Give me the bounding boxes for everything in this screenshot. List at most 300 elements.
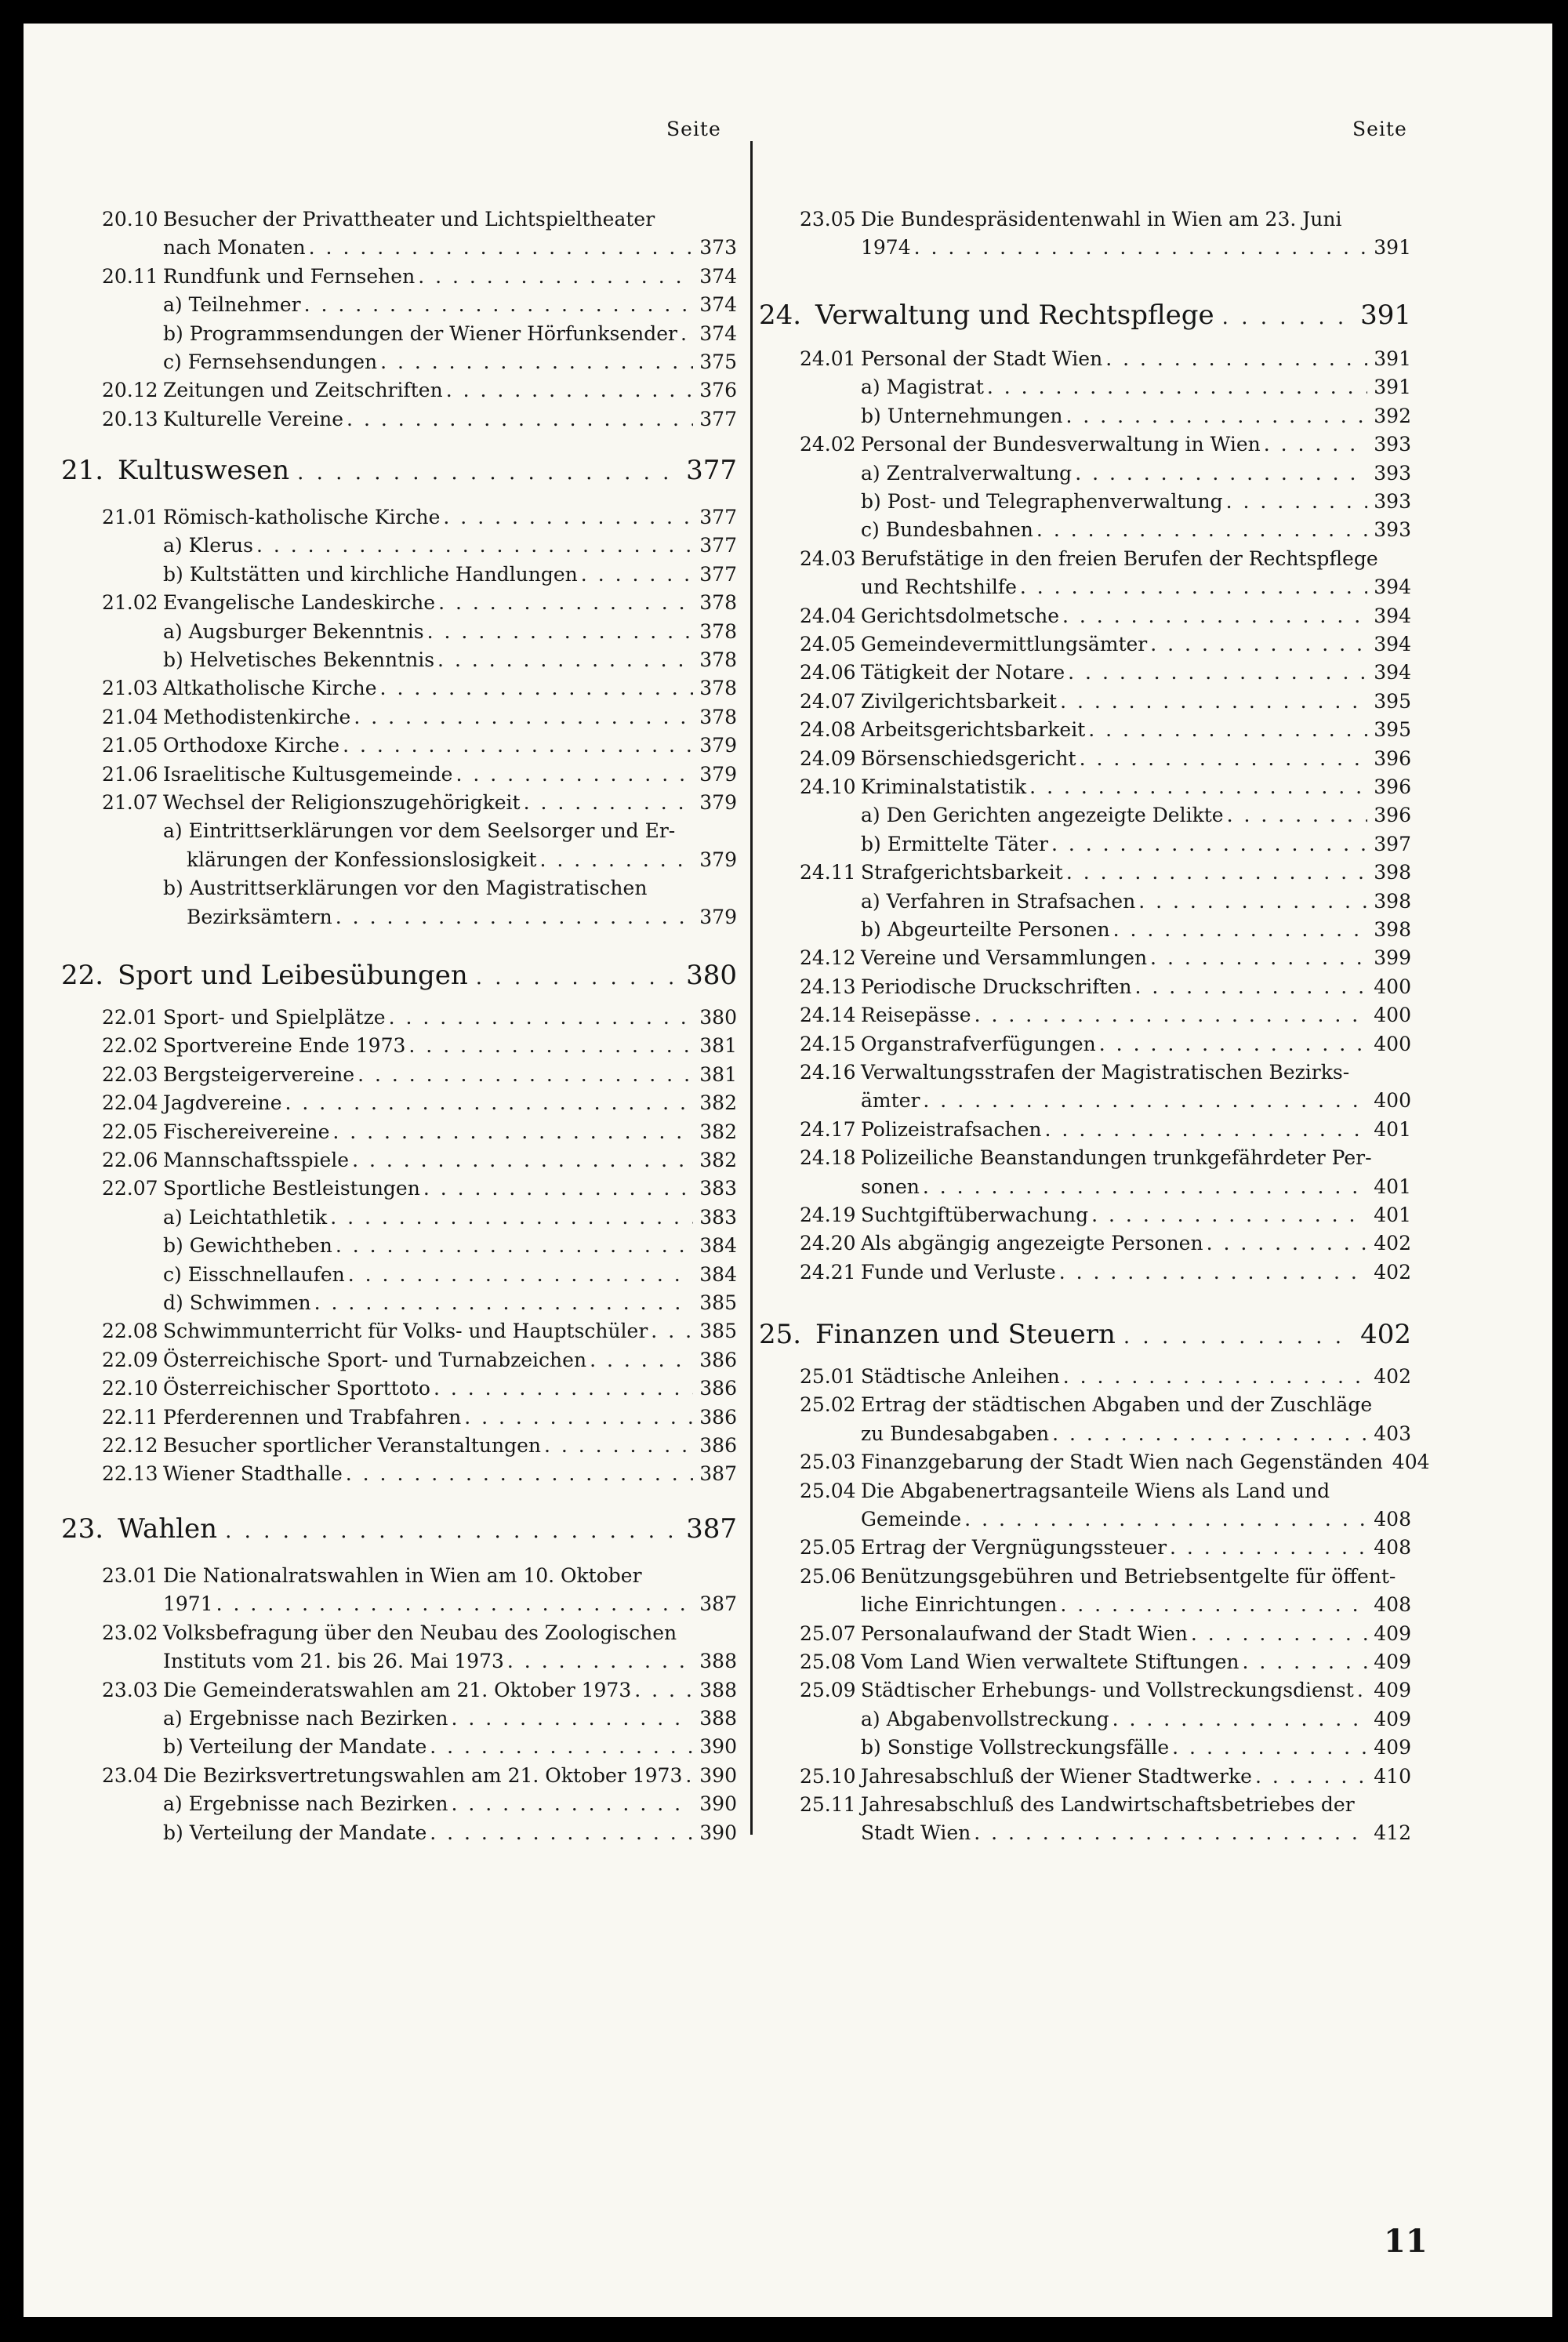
toc-entry [800, 1791, 1411, 1819]
entry-title: Jagdvereine [163, 1091, 282, 1115]
entry-page: 378 [699, 591, 737, 615]
leader-dots [285, 1089, 694, 1117]
entry-title: Ertrag der Vergnügungssteuer [861, 1536, 1167, 1560]
toc-entry [800, 1477, 1411, 1505]
leader-dots [1150, 630, 1367, 659]
toc-subentry [800, 888, 1411, 916]
entry-page: 383 [699, 1177, 737, 1200]
entry-title: Zeitungen und Zeitschriften [163, 379, 443, 402]
entry-title: Österreichische Sport- und Turnabzeichen [163, 1348, 587, 1371]
toc-entry [102, 1146, 737, 1175]
entry-page: 378 [699, 619, 737, 643]
entry-title: a) Ergebnisse nach Bezirken [163, 1792, 448, 1816]
entry-title: a) Augsburger Bekenntnis [163, 619, 424, 643]
entry-title: Orthodoxe Kirche [163, 734, 340, 757]
toc-entry-continuation [861, 573, 1411, 601]
entry-title: a) Den Gerichten angezeigte Delikte [861, 804, 1224, 827]
entry-title: b) Programmsendungen der Wiener Hörfunksender [163, 321, 677, 345]
leader-dots [1088, 716, 1367, 744]
entry-page: 397 [1374, 832, 1411, 855]
entry-number: 22.05 [102, 1120, 158, 1143]
toc-entry [800, 1363, 1411, 1391]
entry-number: 24.01 [800, 347, 856, 370]
entry-page: 409 [1374, 1707, 1411, 1730]
entry-title: Gerichtsdolmetsche [861, 604, 1060, 627]
entry-number: 23.02 [102, 1621, 158, 1644]
entry-title: Besucher sportlicher Veranstaltungen [163, 1434, 541, 1457]
entry-number: 25.06 [800, 1564, 856, 1588]
leader-dots [427, 618, 694, 646]
entry-title: Kriminalstatistik [861, 775, 1027, 798]
leader-dots [1191, 1620, 1367, 1648]
entry-continuation: klärungen der Konfessionslosigkeit [187, 848, 537, 871]
leader-dots [476, 960, 681, 995]
entry-title: Römisch-katholische Kirche [163, 506, 441, 528]
entry-page: 374 [699, 293, 737, 317]
toc-entry [800, 1116, 1411, 1144]
toc-entry [800, 1534, 1411, 1562]
leader-dots [507, 1647, 693, 1676]
entry-title: b) Abgeurteilte Personen [861, 918, 1110, 941]
toc-entry [102, 703, 737, 732]
entry-page: 400 [1374, 975, 1411, 998]
toc-subentry [800, 916, 1411, 944]
entry-title: Die Bundespräsidentenwahl in Wien am 23. Juni [861, 208, 1342, 231]
entry-number: 20.10 [102, 208, 158, 231]
entry-number: 24.02 [800, 433, 856, 456]
entry-number: 24.11 [800, 861, 856, 884]
entry-page: 382 [699, 1120, 737, 1143]
leader-dots [964, 1505, 1367, 1534]
entry-page: 390 [699, 1792, 737, 1816]
leader-dots [1060, 688, 1367, 716]
entry-number: 20.12 [102, 379, 158, 402]
toc-entry [800, 1201, 1411, 1229]
toc-entry [102, 761, 737, 789]
leader-dots [1020, 573, 1367, 601]
entry-continuation: nach Monaten [163, 236, 306, 260]
leader-dots [304, 291, 694, 319]
entry-title: c) Fernsehsendungen [163, 350, 378, 373]
toc-entry-continuation [187, 903, 737, 931]
entry-title: Israelitische Kultusgemeinde [163, 762, 453, 786]
entry-page: 381 [699, 1062, 737, 1086]
entry-page: 379 [699, 848, 737, 871]
entry-title: Sportliche Bestleistungen [163, 1177, 420, 1200]
toc-entry [800, 773, 1411, 801]
entry-title: b) Ermittelte Täter [861, 832, 1048, 855]
toc-entry-continuation [163, 1647, 737, 1676]
toc-entry [800, 1144, 1411, 1172]
leader-dots [1112, 1705, 1368, 1734]
toc-entry [800, 716, 1411, 744]
toc-subentry [800, 488, 1411, 516]
toc-entry [102, 1762, 737, 1790]
toc-entry-continuation [187, 846, 737, 874]
leader-dots [634, 1676, 693, 1705]
leader-dots [1068, 659, 1367, 687]
entry-title: Arbeitsgerichtsbarkeit [861, 718, 1086, 742]
toc-subentry [800, 1705, 1411, 1734]
toc-entry [800, 630, 1411, 659]
entry-page: 391 [1374, 347, 1411, 370]
toc-entry [102, 1317, 737, 1345]
entry-title: Personal der Bundesverwaltung in Wien [861, 433, 1261, 456]
entry-title: b) Sonstige Vollstreckungsfälle [861, 1736, 1170, 1759]
entry-title: Finanzgebarung der Stadt Wien nach Gegenständen [861, 1451, 1383, 1474]
leader-dots [1123, 1320, 1356, 1354]
leader-dots [1227, 801, 1368, 830]
entry-title: Wechsel der Religionszugehörigkeit [163, 791, 521, 814]
section-page: 387 [686, 1513, 737, 1545]
leader-dots [418, 263, 693, 291]
entry-title: Wiener Stadthalle [163, 1462, 343, 1486]
entry-title: a) Klerus [163, 534, 253, 557]
leader-dots [438, 589, 693, 617]
entry-title: c) Eisschnellaufen [163, 1262, 345, 1286]
leader-dots [1036, 516, 1367, 544]
toc-entry [102, 732, 737, 760]
entry-title: Methodistenkirche [163, 705, 351, 728]
entry-continuation: Instituts vom 21. bis 26. Mai 1973 [163, 1650, 504, 1673]
entry-page: 398 [1374, 889, 1411, 913]
entry-page: 393 [1374, 461, 1411, 485]
section-number: 22. [61, 960, 104, 991]
leader-dots [225, 1514, 681, 1549]
entry-page: 392 [1374, 404, 1411, 427]
entry-page: 402 [1374, 1260, 1411, 1284]
entry-title: a) Abgabenvollstreckung [861, 1707, 1109, 1730]
entry-number: 23.05 [800, 208, 856, 231]
entry-number: 24.10 [800, 775, 856, 798]
entry-title: Sportvereine Ende 1973 [163, 1034, 406, 1058]
entry-page: 374 [699, 321, 737, 345]
entry-number: 25.10 [800, 1764, 856, 1788]
leader-dots [309, 234, 694, 262]
entry-number: 21.06 [102, 762, 158, 786]
toc-subentry [102, 1204, 737, 1232]
entry-page: 390 [699, 1821, 737, 1844]
entry-title: b) Unternehmungen [861, 404, 1063, 427]
leader-dots [352, 1146, 693, 1175]
entry-number: 23.03 [102, 1678, 158, 1701]
toc-entry-continuation [861, 1505, 1411, 1534]
entry-number: 24.08 [800, 718, 856, 742]
entry-page: 377 [699, 407, 737, 430]
toc-subentry [102, 618, 737, 646]
leader-dots [216, 1590, 694, 1618]
entry-page: 394 [1374, 633, 1411, 655]
leader-dots [336, 903, 694, 931]
toc-entry [102, 1175, 737, 1203]
leader-dots [1357, 1676, 1367, 1705]
leader-dots [452, 1790, 694, 1818]
entry-number: 24.18 [800, 1146, 856, 1170]
leader-dots [1052, 1420, 1367, 1448]
entry-page: 375 [699, 350, 737, 373]
entry-title: Personal der Stadt Wien [861, 347, 1103, 370]
entry-number: 21.07 [102, 791, 158, 814]
toc-entry [800, 1030, 1411, 1058]
entry-page: 378 [699, 677, 737, 700]
section-number: 24. [759, 300, 802, 331]
leader-dots [539, 846, 693, 874]
toc-subentry [102, 291, 737, 319]
toc-entry [102, 1403, 737, 1432]
entry-number: 24.03 [800, 546, 856, 570]
entry-title: a) Eintrittserklärungen vor dem Seelsorger und Er- [163, 819, 676, 843]
entry-number: 22.02 [102, 1034, 158, 1058]
entry-page: 412 [1374, 1821, 1411, 1845]
entry-title: Personalaufwand der Stadt Wien [861, 1621, 1188, 1645]
leader-dots [343, 732, 693, 760]
toc-entry [102, 1118, 737, 1146]
toc-entry-continuation [861, 1173, 1411, 1201]
toc-entry [800, 430, 1411, 459]
leader-dots [446, 376, 694, 405]
entry-title: b) Post- und Telegraphenverwaltung [861, 490, 1223, 513]
section-heading [759, 1317, 1411, 1354]
toc-subentry [800, 801, 1411, 830]
toc-entry-continuation [861, 1087, 1411, 1115]
entry-page: 388 [699, 1707, 737, 1730]
section-heading [759, 298, 1411, 335]
leader-dots [443, 503, 693, 532]
seite-label-left: Seite [666, 118, 721, 140]
entry-number: 22.06 [102, 1149, 158, 1171]
entry-title: Sport- und Spielplätze [163, 1006, 386, 1029]
toc-entry-continuation [861, 1591, 1411, 1619]
leader-dots [1264, 430, 1368, 459]
leader-dots [380, 674, 694, 703]
toc-subentry [800, 516, 1411, 544]
toc-entry [102, 376, 737, 405]
entry-page: 377 [699, 506, 737, 528]
toc-subentry [800, 1734, 1411, 1762]
entry-title: Jahresabschluß des Landwirtschaftsbetriebes der [861, 1793, 1355, 1816]
section-heading [61, 453, 737, 490]
entry-page: 401 [1374, 1204, 1411, 1226]
entry-title: Suchtgiftüberwachung [861, 1204, 1089, 1226]
leader-dots [1170, 1534, 1367, 1562]
leader-dots [452, 1705, 694, 1733]
entry-title: Rundfunk und Fernsehen [163, 264, 416, 288]
leader-dots [544, 1432, 693, 1460]
entry-title: Altkatholische Kirche [163, 677, 377, 700]
entry-number: 24.07 [800, 689, 856, 713]
section-title: Finanzen und Steuern [815, 1319, 1116, 1350]
toc-entry [800, 1001, 1411, 1029]
entry-number: 21.01 [102, 506, 158, 528]
entry-title: a) Leichtathletik [163, 1205, 328, 1229]
toc-entry [800, 345, 1411, 373]
entry-number: 22.10 [102, 1377, 158, 1400]
entry-title: d) Schwimmen [163, 1291, 311, 1314]
entry-page: 394 [1374, 661, 1411, 684]
entry-page: 393 [1374, 490, 1411, 513]
entry-number: 24.19 [800, 1204, 856, 1226]
leader-dots [1051, 830, 1367, 859]
toc-entry [102, 1089, 737, 1117]
entry-title: b) Helvetisches Bekenntnis [163, 648, 435, 671]
entry-page: 410 [1374, 1764, 1411, 1788]
entry-page: 400 [1374, 1032, 1411, 1055]
entry-title: Städtische Anleihen [861, 1365, 1060, 1388]
entry-title: b) Verteilung der Mandate [163, 1821, 427, 1844]
leader-dots [1226, 488, 1368, 516]
toc-subentry [102, 320, 737, 348]
toc-entry [800, 859, 1411, 887]
entry-continuation: ämter [861, 1089, 920, 1113]
toc-entry [102, 405, 737, 434]
toc-entry [102, 589, 737, 617]
toc-subentry [102, 1705, 737, 1733]
entry-title: Funde und Verluste [861, 1260, 1056, 1284]
entry-title: Jahresabschluß der Wiener Stadtwerke [861, 1764, 1252, 1788]
leader-dots [1060, 1591, 1367, 1619]
leader-dots [347, 405, 693, 434]
leader-dots [464, 1403, 693, 1432]
leader-dots [1105, 345, 1367, 373]
entry-title: Zivilgerichtsbarkeit [861, 689, 1058, 713]
entry-title: Polizeiliche Beanstandungen trunkgefährdeter Per- [861, 1146, 1372, 1170]
entry-page: 398 [1374, 918, 1411, 941]
section-heading [61, 958, 737, 995]
toc-entry [102, 1676, 737, 1705]
leader-dots [354, 703, 693, 732]
toc-subentry [102, 348, 737, 376]
entry-page: 396 [1374, 804, 1411, 827]
entry-page: 382 [699, 1091, 737, 1115]
toc-subentry [102, 532, 737, 560]
entry-page: 387 [699, 1592, 737, 1616]
entry-number: 25.07 [800, 1621, 856, 1645]
leader-dots [336, 1232, 693, 1260]
toc-subentry [102, 1819, 737, 1847]
entry-title: Strafgerichtsbarkeit [861, 861, 1063, 884]
leader-dots [651, 1317, 693, 1345]
leader-dots [914, 234, 1368, 262]
entry-title: Polizeistrafsachen [861, 1117, 1042, 1141]
entry-number: 25.03 [800, 1451, 856, 1474]
leader-dots [1134, 973, 1367, 1001]
entry-number: 22.04 [102, 1091, 158, 1115]
entry-number: 25.08 [800, 1650, 856, 1673]
leader-dots [1059, 1258, 1368, 1287]
entry-page: 402 [1374, 1232, 1411, 1255]
entry-page: 387 [699, 1462, 737, 1486]
entry-page: 394 [1374, 604, 1411, 627]
toc-entry [102, 1432, 737, 1460]
entry-page: 380 [699, 1006, 737, 1029]
entry-number: 24.12 [800, 946, 856, 970]
entry-page: 386 [699, 1405, 737, 1429]
entry-title: Verwaltungsstrafen der Magistratischen Bezirks- [861, 1061, 1350, 1084]
entry-number: 24.14 [800, 1004, 856, 1027]
entry-page: 386 [699, 1348, 737, 1371]
leader-dots [408, 1032, 693, 1060]
entry-page: 409 [1374, 1679, 1411, 1702]
entry-title: Bergsteigervereine [163, 1062, 355, 1086]
entry-page: 393 [1374, 518, 1411, 542]
entry-number: 20.11 [102, 264, 158, 288]
leader-dots [1099, 1030, 1368, 1058]
entry-page: 388 [699, 1650, 737, 1673]
entry-number: 24.16 [800, 1061, 856, 1084]
entry-title: b) Kultstätten und kirchliche Handlungen [163, 562, 578, 586]
section-page: 402 [1360, 1319, 1411, 1350]
entry-page: 377 [699, 534, 737, 557]
leader-dots [389, 1004, 694, 1032]
entry-number: 22.07 [102, 1177, 158, 1200]
entry-page: 378 [699, 648, 737, 671]
toc-entry [800, 1258, 1411, 1287]
toc-subentry [102, 817, 737, 845]
entry-number: 24.06 [800, 661, 856, 684]
entry-number: 24.20 [800, 1232, 856, 1255]
toc-entry [102, 1460, 737, 1488]
toc-subentry [102, 874, 737, 902]
toc-entry [800, 1620, 1411, 1648]
entry-title: a) Magistrat [861, 376, 984, 399]
leader-dots [974, 1819, 1367, 1847]
entry-page: 395 [1374, 718, 1411, 742]
leader-dots [1255, 1763, 1367, 1791]
leader-dots [297, 456, 681, 490]
leader-dots [434, 1374, 693, 1403]
toc-entry-continuation [861, 234, 1411, 262]
entry-page: 388 [699, 1678, 737, 1701]
entry-page: 391 [1374, 236, 1411, 260]
entry-page: 378 [699, 705, 737, 728]
entry-title: b) Austrittserklärungen vor den Magistratischen [163, 877, 648, 900]
leader-dots [1150, 944, 1367, 972]
entry-number: 22.08 [102, 1320, 158, 1343]
entry-number: 24.09 [800, 746, 856, 770]
leader-dots [681, 320, 693, 348]
entry-page: 381 [699, 1034, 737, 1058]
toc-entry-continuation [163, 1590, 737, 1618]
leader-dots [1091, 1201, 1367, 1229]
leader-dots [456, 761, 693, 789]
section-title: Verwaltung und Rechtspflege [815, 300, 1214, 331]
entry-number: 24.17 [800, 1117, 856, 1141]
leader-dots [430, 1819, 693, 1847]
toc-entry [102, 503, 737, 532]
leader-dots [437, 646, 693, 674]
entry-title: Periodische Druckschriften [861, 975, 1132, 998]
entry-page: 379 [699, 791, 737, 814]
entry-page: 385 [699, 1320, 737, 1343]
entry-title: Fischereivereine [163, 1120, 330, 1143]
entry-number: 22.01 [102, 1006, 158, 1029]
entry-title: a) Ergebnisse nach Bezirken [163, 1707, 448, 1730]
toc-subentry [800, 402, 1411, 430]
entry-number: 20.13 [102, 407, 158, 430]
toc-subentry [102, 1261, 737, 1289]
leader-dots [1113, 916, 1368, 944]
toc-subentry [800, 830, 1411, 859]
toc-entry [102, 1061, 737, 1089]
entry-title: a) Verfahren in Strafsachen [861, 889, 1136, 913]
entry-number: 23.01 [102, 1564, 158, 1587]
section-page: 391 [1360, 300, 1411, 331]
entry-page: 409 [1374, 1736, 1411, 1759]
leader-dots [685, 1762, 693, 1790]
entry-title: Ertrag der städtischen Abgaben und der Zuschläge [861, 1393, 1373, 1417]
section-page: 377 [686, 455, 737, 486]
toc-entry [800, 1391, 1411, 1419]
